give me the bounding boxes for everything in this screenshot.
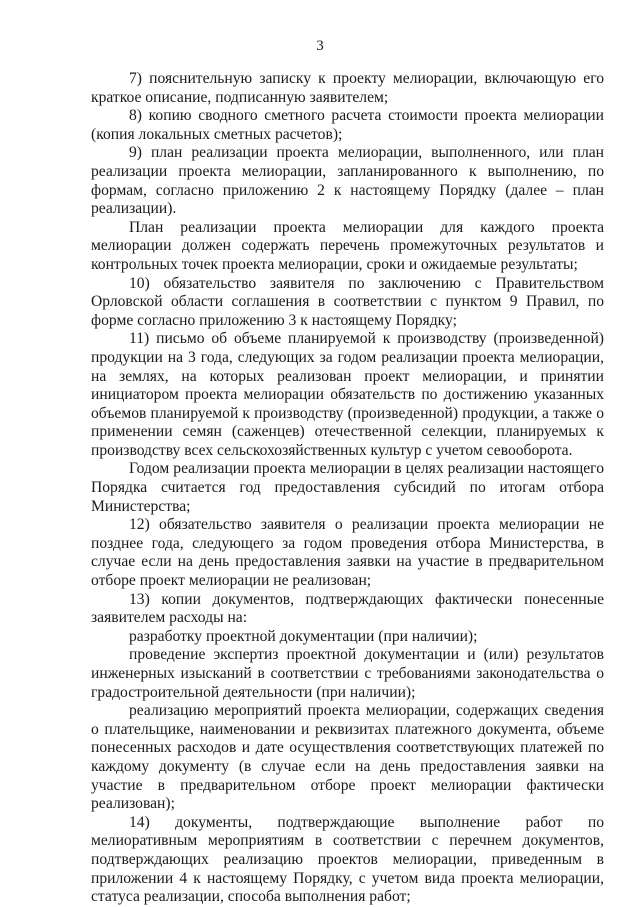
paragraph-item-12: 12) обязательство заявителя о реализации проекта мелиорации не позднее года, следующего за годом проведения отбора Министерства, в случае если на день предоставления заявки на участие в предварительном отборе проект мелиорации не реализован; bbox=[91, 516, 604, 590]
paragraph-implementation-year-note: Годом реализации проекта мелиорации в целях реализации настоящего Порядка считается год предоставления субсидий по итогам отбора Министерства; bbox=[91, 460, 604, 515]
page-number: 3 bbox=[316, 38, 324, 54]
paragraph-item-13: 13) копии документов, подтверждающих фактически понесенные заявителем расходы на: bbox=[91, 590, 604, 627]
paragraph-item-13-measures: реализацию мероприятий проекта мелиорации, содержащих сведения о плательщике, наименовании и реквизитах платежного документа, объеме понесенных расходов и дате осуществления соответствующих платежей по каждому документу (в случае если на день предоставления заявки на участие в предварительном отборе проект мелиорации фактически реализован); bbox=[91, 702, 604, 813]
paragraph-item-13-design-docs: разработку проектной документации (при наличии); bbox=[129, 627, 478, 645]
paragraph-item-11: 11) письмо об объеме планируемой к производству (произведенной) продукции на 3 года, следующих за годом реализации проекта мелиорации, на землях, на которых реализован проект мелиорации, и принятии инициатором проекта мелиорации обязательств по достижению указанных объемов планируемой к производству (произведенной) продукции, а также о применении семян (саженцев) отечественной селекции, планируемых к производству всех сельскохозяйственных культур с учетом севооборота. bbox=[91, 330, 604, 459]
paragraph-implementation-plan-note: План реализации проекта мелиорации для каждого проекта мелиорации должен содержать перечень промежуточных результатов и контрольных точек проекта мелиорации, сроки и ожидаемые результаты; bbox=[91, 218, 604, 273]
paragraph-item-9: 9) план реализации проекта мелиорации, выполненного, или план реализации проекта мелиорации, запланированного к выполнению, по формам, согласно приложению 2 к настоящему Порядку (далее – план реализации). bbox=[91, 144, 604, 218]
document-body bbox=[91, 70, 604, 907]
paragraph-item-7: 7) пояснительную записку к проекту мелиорации, включающую его краткое описание, подписанную заявителем; bbox=[91, 70, 604, 106]
paragraph-item-14: 14) документы, подтверждающие выполнение работ по мелиоративным мероприятиям в соответствии с перечнем документов, подтверждающих реализацию проектов мелиорации, приведенным в приложении 4 к настоящему Порядку, с учетом вида проекта мелиорации, статуса реализации, способа выполнения работ; bbox=[91, 813, 604, 906]
paragraph-item-10: 10) обязательство заявителя по заключению с Правительством Орловской области соглашения в соответствии с пунктом 9 Правил, по форме согласно приложению 3 к настоящему Порядку; bbox=[91, 274, 604, 329]
paragraph-item-13-expertise: проведение экспертиз проектной документации и (или) результатов инженерных изысканий в соответствии с требованиями законодательства о градостроительной деятельности (при наличии); bbox=[91, 646, 604, 701]
paragraph-item-8: 8) копию сводного сметного расчета стоимости проекта мелиорации (копия локальных сметных расчетов); bbox=[91, 107, 604, 143]
